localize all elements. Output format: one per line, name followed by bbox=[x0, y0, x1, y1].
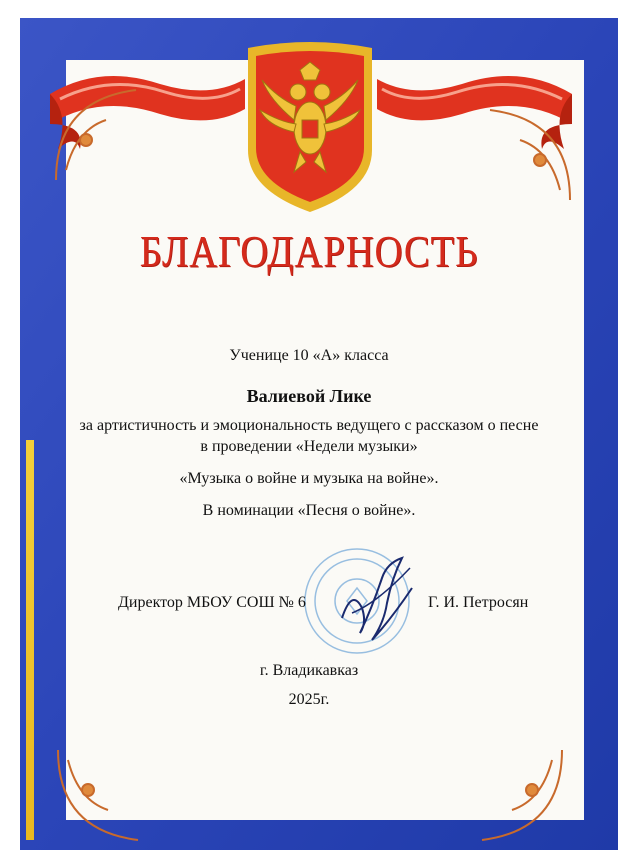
event-line: «Музыка о войне и музыка на войне». bbox=[179, 470, 439, 487]
floral-ornament-icon bbox=[470, 100, 580, 210]
director-label: Директор МБОУ СОШ № 6 bbox=[118, 594, 306, 611]
handwritten-signature bbox=[332, 548, 422, 648]
year-line: 2025г. bbox=[288, 691, 330, 708]
reason-line-2: в проведении «Недели музыки» bbox=[200, 438, 418, 455]
signature-row bbox=[0, 594, 618, 618]
yellow-side-strip bbox=[26, 440, 34, 840]
floral-ornament-icon bbox=[46, 80, 156, 190]
city-line: г. Владикавказ bbox=[259, 662, 359, 679]
floral-ornament-icon bbox=[462, 740, 572, 850]
recipient-name: Валиевой Лике bbox=[246, 386, 372, 406]
nomination-line: В номинации «Песня о войне». bbox=[202, 502, 416, 519]
recipient-class-line: Ученице 10 «А» класса bbox=[229, 347, 389, 364]
signer-name: Г. И. Петросян bbox=[428, 594, 529, 611]
certificate-title: БЛАГОДАРНОСТЬ bbox=[139, 227, 479, 276]
floral-ornament-icon bbox=[48, 740, 158, 850]
russian-coat-of-arms-icon bbox=[240, 40, 380, 215]
reason-line-1: за артистичность и эмоциональность ведущего с рассказом о песне bbox=[79, 417, 539, 434]
